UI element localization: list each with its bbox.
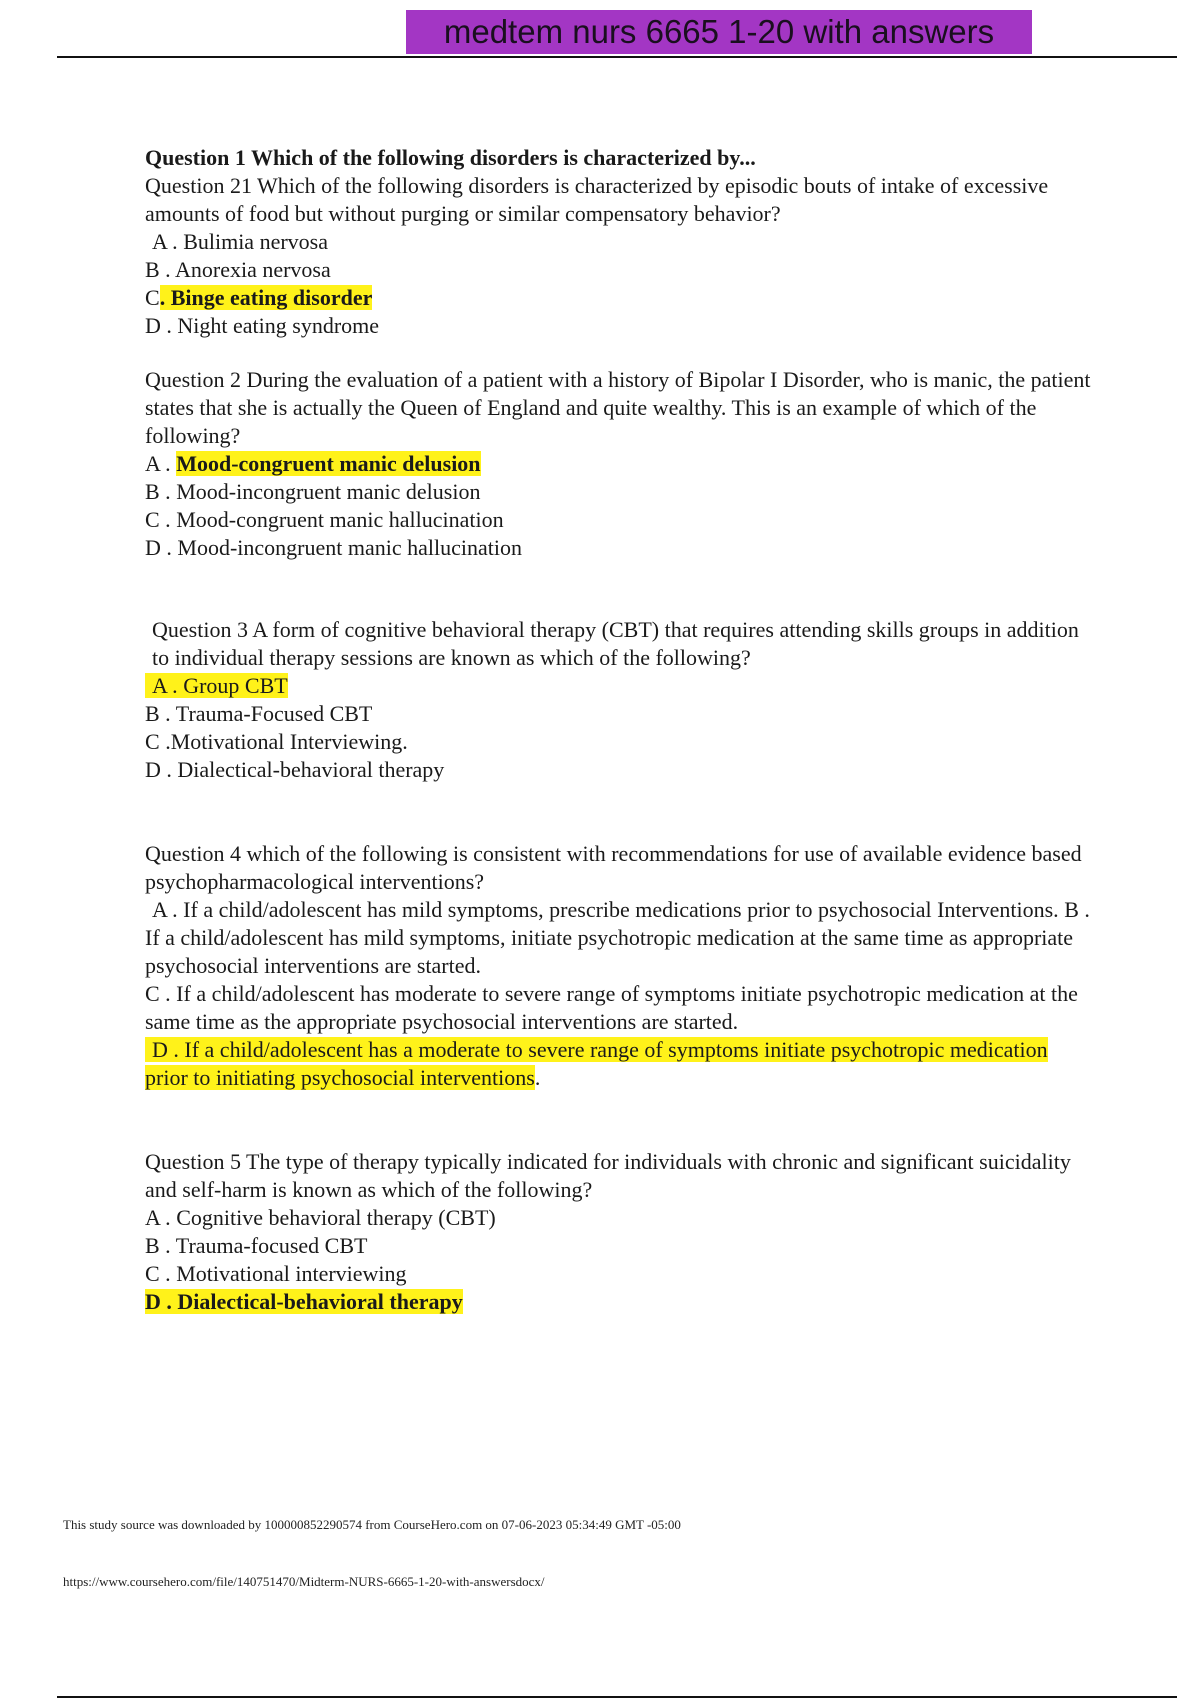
option-text: Dialectical-behavioral therapy (177, 1289, 463, 1314)
question-5 (145, 1148, 1095, 1316)
option-letter: C (145, 285, 160, 310)
option-letter: D . (145, 757, 172, 782)
option-letter: B . (145, 257, 171, 282)
option-b: B . If a child/adolescent has mild symptoms, initiate psychotropic medication at the same time as appropriate psychosocial interventions are started. (145, 897, 1090, 978)
option-letter: C . (145, 1261, 171, 1286)
option-c (145, 506, 1095, 534)
option-text: Mood-incongruent manic hallucination (177, 535, 522, 560)
option-a: A . If a child/adolescent has mild symptoms, prescribe medications prior to psychosocial Interventions. (152, 897, 1059, 922)
header-rule (57, 56, 1177, 58)
source-url[interactable]: https://www.coursehero.com/file/140751470/Midterm-NURS-6665-1-20-with-answersdocx/ (63, 1574, 545, 1589)
option-b (145, 1232, 1095, 1260)
option-c (145, 1260, 1095, 1288)
question-2 (145, 366, 1095, 562)
option-a (145, 228, 1095, 256)
question-5-text: Question 5 The type of therapy typically indicated for individuals with chronic and significant suicidality and self-harm is known as which of the following? (145, 1149, 1071, 1202)
question-2-text: Question 2 During the evaluation of a patient with a history of Bipolar I Disorder, who is manic, the patient states that she is actually the Queen of England and quite wealthy. This is an example of which of the following? (145, 367, 1091, 448)
option-d (145, 756, 1095, 784)
document-title-banner: medtem nurs 6665 1-20 with answers (406, 10, 1032, 54)
option-letter: C . (145, 507, 171, 532)
option-d-correct (145, 1036, 1095, 1092)
option-text: Mood-congruent manic hallucination (176, 507, 504, 532)
option-a-correct (145, 450, 1095, 478)
option-c-correct (145, 284, 1095, 312)
option-a (145, 1204, 1095, 1232)
option-letter: B . (145, 701, 171, 726)
option-text: Trauma-Focused CBT (175, 701, 373, 726)
question-4-text: Question 4 which of the following is consistent with recommendations for use of available evidence based psychopharmacological interventions? (145, 841, 1082, 894)
download-notice: This study source was downloaded by 100000852290574 from CourseHero.com on 07-06-2023 05:34:49 GMT -05:00 (63, 1517, 681, 1532)
option-letter: A . (152, 673, 178, 698)
question-1-heading: Question 1 Which of the following disorders is characterized by... (145, 145, 756, 170)
correct-answer-highlight: D . If a child/adolescent has a moderate to severe range of symptoms initiate psychotropic medication prior to initiating psychosocial interventions (145, 1037, 1048, 1090)
option-text: Anorexia nervosa (174, 257, 331, 282)
option-trailing-period: . (534, 1065, 541, 1090)
question-3-text: Question 3 A form of cognitive behavioral therapy (CBT) that requires attending skills groups in addition to individual therapy sessions are known as which of the following? (152, 617, 1079, 670)
option-letter: A . (145, 451, 171, 476)
option-c: C . If a child/adolescent has moderate to severe range of symptoms initiate psychotropic medication at the same time as the appropriate psychosocial interventions are started. (145, 981, 1078, 1034)
option-letter: D . (145, 313, 172, 338)
option-text: Trauma-focused CBT (175, 1233, 368, 1258)
option-letter: D . (145, 1289, 172, 1314)
question-3 (145, 616, 1095, 784)
correct-answer-highlight: . Binge eating disorder (159, 285, 373, 310)
option-letter: C (145, 729, 160, 754)
option-d-correct (145, 1288, 1095, 1316)
option-b (145, 478, 1095, 506)
option-d (145, 534, 1095, 562)
question-1 (145, 144, 1095, 340)
option-text: Cognitive behavioral therapy (CBT) (176, 1205, 496, 1230)
option-text: Group CBT (183, 673, 288, 698)
question-1-text: Question 21 Which of the following disorders is characterized by episodic bouts of intake of excessive amounts of food but without purging or similar compensatory behavior? (145, 173, 1049, 226)
option-d (145, 312, 1095, 340)
option-letter: A . (145, 1205, 171, 1230)
correct-answer-highlight (145, 1289, 463, 1314)
correct-answer-highlight (145, 673, 288, 698)
option-text: Bulimia nervosa (183, 229, 328, 254)
option-letter: D . (145, 535, 172, 560)
option-text: Motivational interviewing (176, 1261, 407, 1286)
option-c (145, 728, 1095, 756)
option-letter: B . (145, 479, 171, 504)
option-a-correct (145, 672, 1095, 700)
option-b (145, 700, 1095, 728)
option-text: Dialectical-behavioral therapy (177, 757, 445, 782)
option-text: .Motivational Interviewing. (165, 729, 408, 754)
question-4 (145, 840, 1095, 1092)
option-text: Night eating syndrome (177, 313, 380, 338)
option-b (145, 256, 1095, 284)
option-text: Mood-incongruent manic delusion (176, 479, 481, 504)
footer-rule (57, 1696, 1177, 1698)
question-list (145, 144, 1095, 1316)
correct-answer-highlight: Mood-congruent manic delusion (176, 451, 481, 476)
options-a-b (145, 896, 1095, 980)
option-letter: B . (145, 1233, 171, 1258)
option-letter: A . (152, 229, 178, 254)
